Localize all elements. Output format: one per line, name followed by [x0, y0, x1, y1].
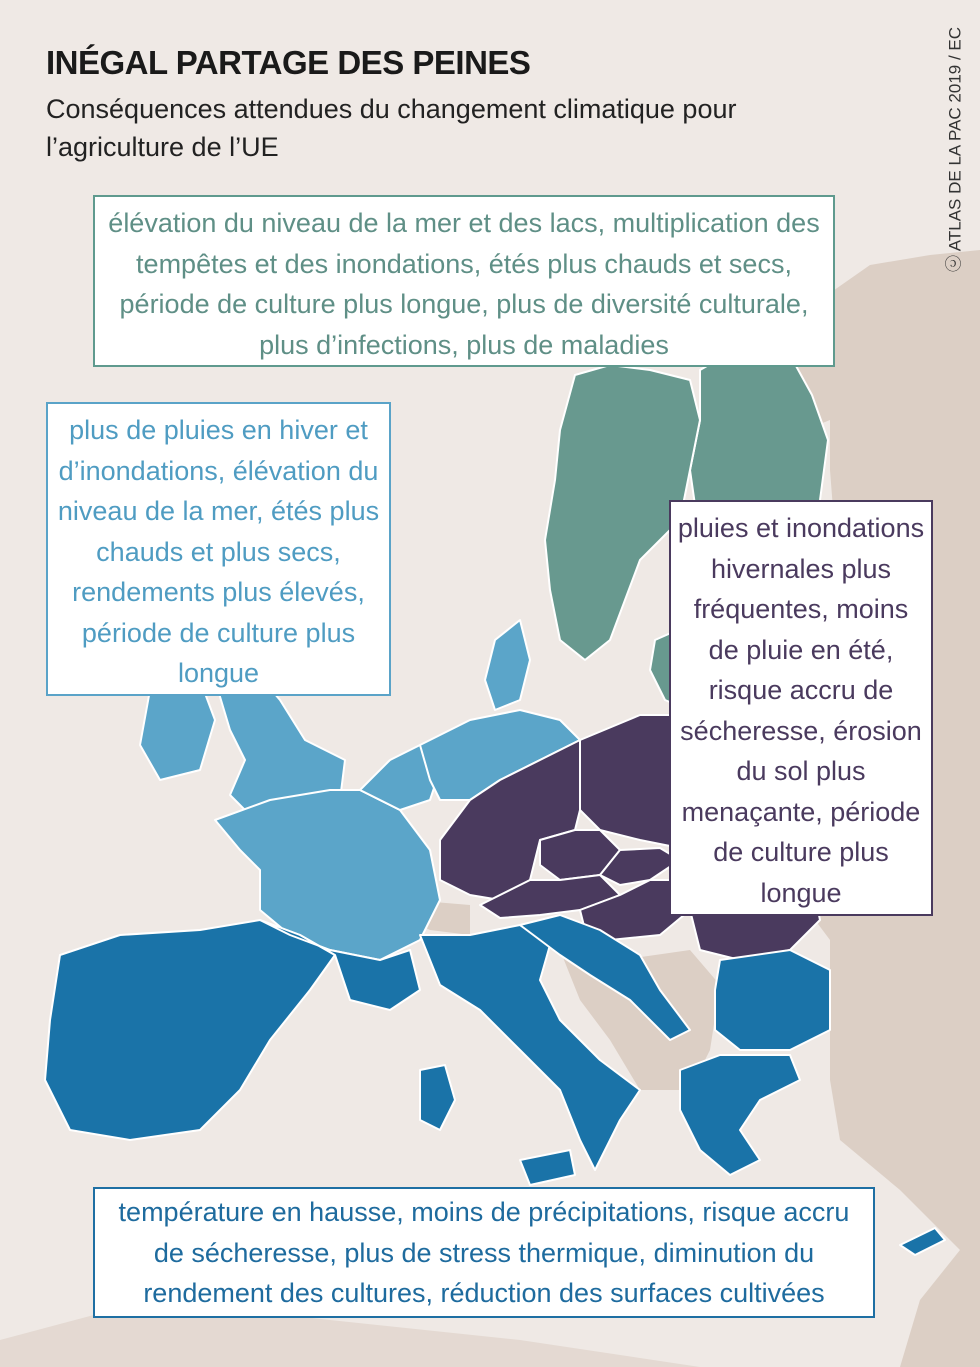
cyprus: [900, 1228, 945, 1255]
bulgaria: [715, 950, 830, 1050]
greece: [680, 1055, 800, 1175]
atlantic-region-annotation: plus de pluies en hiver et d’inondations, élévation du niveau de la mer, étés plus chauds et plus secs, rendements plus élevés, période de culture plus longue: [46, 402, 391, 696]
sardinia: [420, 1065, 455, 1130]
sicily: [520, 1150, 575, 1185]
map-title: INÉGAL PARTAGE DES PEINES: [46, 44, 531, 81]
denmark: [485, 620, 530, 710]
continental-region-annotation: pluies et inondations hivernales plus fréquentes, moins de pluie en été, risque accru de sécheresse, érosion du sol plus menaçante, période de culture plus longue: [669, 500, 933, 916]
source-credit: ⓒ ATLAS DE LA PAC 2019 / EC: [945, 26, 965, 272]
map-subtitle: Conséquences attendues du changement climatique pour l’agriculture de l’UE: [46, 94, 737, 162]
mediterranean-region-annotation: température en hausse, moins de précipitations, risque accru de sécheresse, plus de stress thermique, diminution du rendement des cultures, réduction des surfaces cultivées: [93, 1187, 875, 1318]
iberia: [45, 920, 335, 1140]
north-region-annotation: élévation du niveau de la mer et des lacs, multiplication des tempêtes et des inondations, étés plus chauds et secs, période de culture plus longue, plus de diversité culturale, plus d’infections, plus de maladies: [93, 195, 835, 367]
